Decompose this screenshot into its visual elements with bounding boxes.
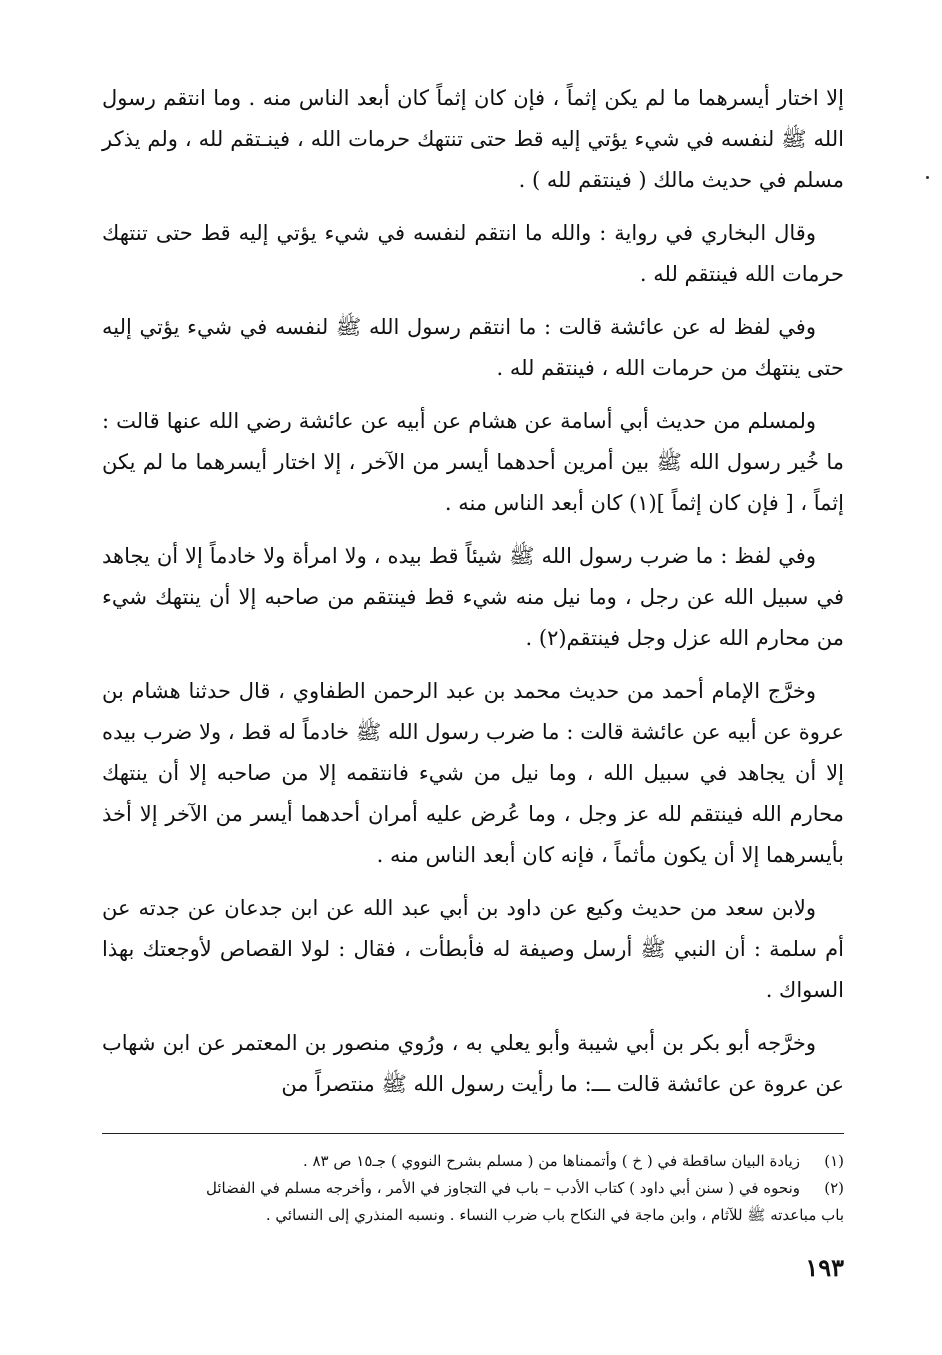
footnote-divider [102,1133,844,1134]
margin-mark [926,176,929,179]
page-number: ١٩٣ [805,1253,844,1282]
paragraph-7: ولابن سعد من حديث وكيع عن داود بن أبي عبد الله عن ابن جدعان عن جدته عن أم سلمة : أن النبي ﷺ أرسل وصيفة له فأبطأت ، فقال : لولا القصاص لأوجعتك بهذا السواك . [102,896,844,1002]
paragraph-8: وخرَّجه أبو بكر بن أبي شيبة وأبو يعلي به ، ورُوي منصور بن المعتمر عن ابن شهاب عن عروة عن عائشة قالت ـــ: ما رأيت رسول الله ﷺ منتصراً من [102,1031,844,1096]
footnote-number: (٢) [824,1179,844,1197]
footnote-number: (١) [824,1152,844,1170]
paragraph-6: وخرَّج الإمام أحمد من حديث محمد بن عبد الرحمن الطفاوي ، قال حدثنا هشام بن عروة عن أبيه عن عائشة قالت : ما ضرب رسول الله ﷺ خادماً له قط ، ولا ضرب بيده إلا أن يجاهد في سبيل الله ، وما نيل من شيء فانتقمه إلا من صاحبه إلا أن ينتهك محارم الله فينتقم لله عز وجل ، وما عُرض عليه أمران أحدهما أيسر من الآخر إلا أخذ بأيسرهما إلا أن يكون مأثماً ، فإنه كان أبعد الناس منه . [102,679,844,867]
footnote-text: زيادة البيان ساقطة في ( خ ) وأتممناها من ( مسلم بشرح النووي ) جـ١٥ ص ٨٣ . [302,1152,800,1170]
paragraph-2: وقال البخاري في رواية : والله ما انتقم لنفسه في شيء يؤتي إليه قط حتى تنتهك حرمات الله فينتقم لله . [102,221,844,286]
footnotes [102,1148,844,1229]
footnote-2 [102,1175,844,1202]
footnote-2-continuation: باب مباعدته ﷺ للآثام ، وابن ماجة في النكاح باب ضرب النساء . ونسبه المنذري إلى النسائي . [265,1206,844,1224]
paragraph-4: ولمسلم من حديث أبي أسامة عن هشام عن أبيه عن عائشة رضي الله عنها قالت : ما خُير رسول الله ﷺ بين أمرين أحدهما أيسر من الآخر ، إلا اختار أيسرهما ما لم يكن إثماً ، [ فإن كان إثماً ](١) كان أبعد الناس منه . [102,409,844,515]
footnote-text: ونحوه في ( سنن أبي داود ) كتاب الأدب – باب في التجاوز في الأمر ، وأخرجه مسلم في الفضائل [205,1179,800,1197]
book-page [102,78,844,1282]
paragraph-1: إلا اختار أيسرهما ما لم يكن إثماً ، فإن كان إثماً كان أبعد الناس منه . وما انتقم رسول الله ﷺ لنفسه في شيء يؤتي إليه قط حتى تنتهك حرمات الله ، فينـتقم لله ، ولم يذكر مسلم في حديث مالك ( فينتقم لله ) . [102,86,844,192]
footnote-1 [102,1148,844,1175]
paragraph-3: وفي لفظ له عن عائشة قالت : ما انتقم رسول الله ﷺ لنفسه في شيء يؤتي إليه حتى ينتهك من حرمات الله ، فينتقم لله . [102,315,844,380]
paragraph-5: وفي لفظ : ما ضرب رسول الله ﷺ شيئاً قط بيده ، ولا امرأة ولا خادماً إلا أن يجاهد في سبيل الله عن رجل ، وما نيل منه شيء قط فينتقم من صاحبه إلا أن ينتهك شيء من محارم الله عزل وجل فينتقم(٢) . [102,544,844,650]
